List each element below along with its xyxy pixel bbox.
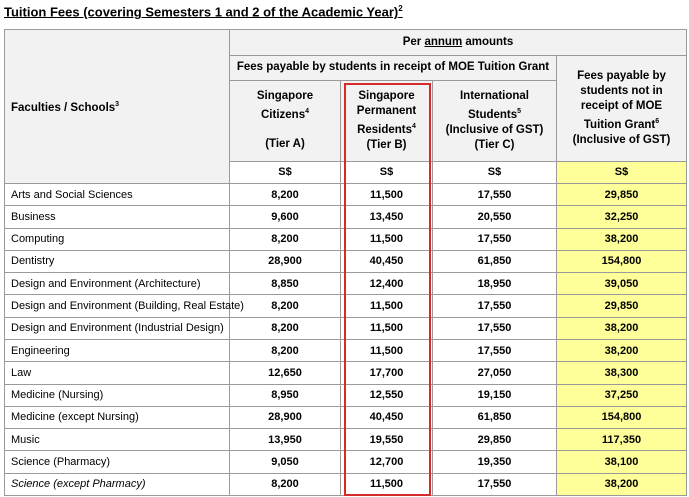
tier-c-fee-cell: 20,550	[433, 206, 557, 228]
table-row	[5, 339, 687, 361]
table-row	[5, 273, 687, 295]
page-title	[4, 4, 403, 19]
faculty-cell: Science (except Pharmacy)	[5, 473, 230, 495]
faculty-cell: Business	[5, 206, 230, 228]
non-grant-fee-cell: 32,250	[557, 206, 687, 228]
tier-a-fee-cell: 8,950	[230, 384, 341, 406]
tier-c-fee-cell: 17,550	[433, 473, 557, 495]
tier-b-fee-cell: 11,500	[341, 295, 433, 317]
tier-b-fee-cell: 11,500	[341, 473, 433, 495]
non-grant-fee-cell: 38,200	[557, 228, 687, 250]
non-grant-fee-cell: 38,300	[557, 362, 687, 384]
tuition-fees-table	[4, 29, 687, 496]
faculty-cell: Design and Environment (Architecture)	[5, 273, 230, 295]
non-grant-fee-cell: 29,850	[557, 183, 687, 205]
fee-rows	[5, 183, 687, 495]
tier-c-fee-cell: 61,850	[433, 406, 557, 428]
faculty-cell: Arts and Social Sciences	[5, 183, 230, 205]
faculty-cell: Engineering	[5, 339, 230, 361]
tier-c-fee-cell: 17,550	[433, 295, 557, 317]
tier-b-fee-cell: 40,450	[341, 250, 433, 272]
non-grant-fee-cell: 38,100	[557, 451, 687, 473]
tier-b-fee-cell: 11,500	[341, 183, 433, 205]
non-grant-fee-cell: 154,800	[557, 406, 687, 428]
tier-b-fee-cell: 17,700	[341, 362, 433, 384]
currency-tier-b: S$	[341, 161, 433, 183]
tier-b-fee-cell: 11,500	[341, 339, 433, 361]
tier-b-fee-cell: 12,550	[341, 384, 433, 406]
faculty-cell: Medicine (Nursing)	[5, 384, 230, 406]
non-grant-fee-cell: 38,200	[557, 473, 687, 495]
tier-a-fee-cell: 9,600	[230, 206, 341, 228]
title-footnote: 2	[398, 4, 403, 13]
tier-c-fee-cell: 18,950	[433, 273, 557, 295]
tier-b-fee-cell: 11,500	[341, 317, 433, 339]
tier-a-fee-cell: 8,200	[230, 183, 341, 205]
currency-tier-a: S$	[230, 161, 341, 183]
tier-b-header: Singapore Permanent Residents$^4$ (Tier B)	[341, 80, 433, 161]
faculty-cell: Law	[5, 362, 230, 384]
faculty-cell: Music	[5, 429, 230, 451]
faculty-cell: Dentistry	[5, 250, 230, 272]
tier-b-fee-cell: 12,700	[341, 451, 433, 473]
table-row	[5, 250, 687, 272]
non-grant-fee-cell: 38,200	[557, 317, 687, 339]
non-grant-fee-cell: 37,250	[557, 384, 687, 406]
tier-c-header: International Students$^5$ (Inclusive of GST) (Tier C)	[433, 80, 557, 161]
tier-a-fee-cell: 28,900	[230, 250, 341, 272]
faculty-cell: Design and Environment (Industrial Design)	[5, 317, 230, 339]
non-grant-fee-cell: 38,200	[557, 339, 687, 361]
title-text: Tuition Fees (covering Semesters 1 and 2 of the Academic Year)	[4, 4, 399, 20]
tier-b-fee-cell: 40,450	[341, 406, 433, 428]
currency-non-grant: S$	[557, 161, 687, 183]
faculty-cell: Medicine (except Nursing)	[5, 406, 230, 428]
header-row-per-annum	[5, 30, 687, 56]
tier-a-fee-cell: 8,200	[230, 295, 341, 317]
tier-a-fee-cell: 9,050	[230, 451, 341, 473]
table-row	[5, 183, 687, 205]
non-grant-header: Fees payable by students not in receipt of MOE Tuition Grant$^6$ (Inclusive of GST)	[557, 56, 687, 161]
tier-c-fee-cell: 27,050	[433, 362, 557, 384]
faculties-header: Faculties / Schools$^3$	[5, 30, 230, 184]
faculty-cell: Computing	[5, 228, 230, 250]
table-row	[5, 473, 687, 495]
per-annum-header: Per annum amounts	[230, 30, 687, 56]
tier-c-fee-cell: 17,550	[433, 339, 557, 361]
table-row	[5, 317, 687, 339]
faculty-cell: Science (Pharmacy)	[5, 451, 230, 473]
tier-a-header: Singapore Citizens$^4$ (Tier A)	[230, 80, 341, 161]
tier-c-fee-cell: 19,150	[433, 384, 557, 406]
tier-c-fee-cell: 19,350	[433, 451, 557, 473]
tier-b-fee-cell: 11,500	[341, 228, 433, 250]
currency-tier-c: S$	[433, 161, 557, 183]
table-row	[5, 406, 687, 428]
tier-a-fee-cell: 8,850	[230, 273, 341, 295]
tier-b-fee-cell: 19,550	[341, 429, 433, 451]
table-row	[5, 384, 687, 406]
non-grant-fee-cell: 29,850	[557, 295, 687, 317]
table-row	[5, 451, 687, 473]
tier-a-fee-cell: 8,200	[230, 228, 341, 250]
tier-c-fee-cell: 17,550	[433, 228, 557, 250]
table-row	[5, 429, 687, 451]
tier-a-fee-cell: 8,200	[230, 339, 341, 361]
tier-b-fee-cell: 13,450	[341, 206, 433, 228]
table-row	[5, 206, 687, 228]
tier-a-fee-cell: 28,900	[230, 406, 341, 428]
faculty-cell: Design and Environment (Building, Real Estate)	[5, 295, 230, 317]
tier-c-fee-cell: 61,850	[433, 250, 557, 272]
tier-a-fee-cell: 8,200	[230, 473, 341, 495]
tier-b-fee-cell: 12,400	[341, 273, 433, 295]
table-row	[5, 295, 687, 317]
non-grant-fee-cell: 154,800	[557, 250, 687, 272]
non-grant-fee-cell: 39,050	[557, 273, 687, 295]
moe-grant-header: Fees payable by students in receipt of MOE Tuition Grant	[230, 56, 557, 80]
tier-c-fee-cell: 29,850	[433, 429, 557, 451]
non-grant-fee-cell: 117,350	[557, 429, 687, 451]
table-row	[5, 362, 687, 384]
tier-a-fee-cell: 12,650	[230, 362, 341, 384]
table-row	[5, 228, 687, 250]
tier-a-fee-cell: 8,200	[230, 317, 341, 339]
tier-a-fee-cell: 13,950	[230, 429, 341, 451]
tier-c-fee-cell: 17,550	[433, 317, 557, 339]
tier-c-fee-cell: 17,550	[433, 183, 557, 205]
